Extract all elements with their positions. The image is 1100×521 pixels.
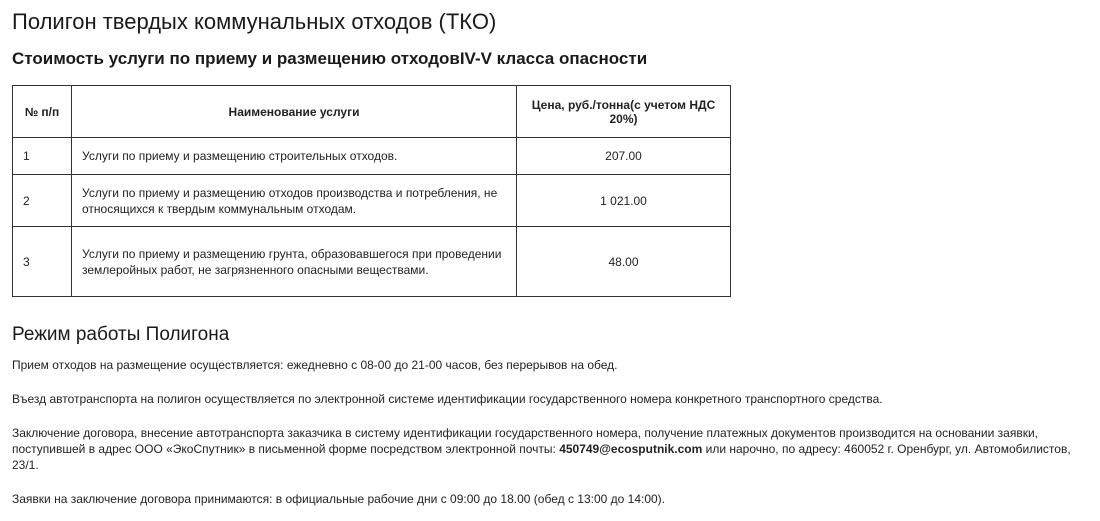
row-num: 3	[13, 227, 72, 297]
contract-text-before: Заключение договора, внесение автотранспорта заказчика в систему идентификации государственного номера, получение платежных документов производится на основании заявки, поступившей в адрес ООО «ЭкоСпутник» в письменной форме посредством электронной почты:	[12, 426, 1039, 456]
table-row	[13, 175, 731, 227]
row-price: 207.00	[517, 138, 731, 175]
row-num: 1	[13, 138, 72, 175]
schedule-hours: Прием отходов на размещение осуществляется: ежедневно с 08-00 до 21-00 часов, без перерывов на обед.	[12, 358, 618, 372]
schedule-title: Режим работы Полигона	[12, 324, 230, 345]
schedule-contract	[12, 425, 1088, 473]
row-price: 48.00	[517, 227, 731, 297]
price-table	[12, 85, 731, 297]
schedule-entry: Въезд автотранспорта на полигон осуществляется по электронной системе идентификации государственного номера конкретного транспортного средства.	[12, 392, 883, 406]
table-header-row	[13, 86, 731, 138]
table-row	[13, 227, 731, 297]
header-name: Наименование услуги	[72, 86, 517, 138]
row-name: Услуги по приему и размещению грунта, образовавшегося при проведении землеройных работ, не загрязненного опасными веществами.	[72, 227, 517, 297]
section-title: Стоимость услуги по приему и размещению отходовIV-V класса опасности	[12, 49, 648, 68]
contract-text-after: или нарочно, по адресу: 460052 г. Оренбург, ул. Автомобилистов, 23/1.	[12, 442, 1071, 472]
row-price: 1 021.00	[517, 175, 731, 227]
row-name: Услуги по приему и размещению строительных отходов.	[72, 138, 517, 175]
row-num: 2	[13, 175, 72, 227]
header-num: № п/п	[13, 86, 72, 138]
email-link[interactable]: 450749@ecosputnik.com	[559, 442, 703, 456]
row-name: Услуги по приему и размещению отходов производства и потребления, не относящихся к твердым коммунальным отходам.	[72, 175, 517, 227]
header-price: Цена, руб./тонна(с учетом НДС 20%)	[517, 86, 731, 138]
schedule-applications: Заявки на заключение договора принимаются: в официальные рабочие дни с 09:00 до 18.00 (обед с 13:00 до 14:00).	[12, 492, 666, 506]
page-title: Полигон твердых коммунальных отходов (ТКО)	[12, 9, 497, 34]
table-row	[13, 138, 731, 175]
